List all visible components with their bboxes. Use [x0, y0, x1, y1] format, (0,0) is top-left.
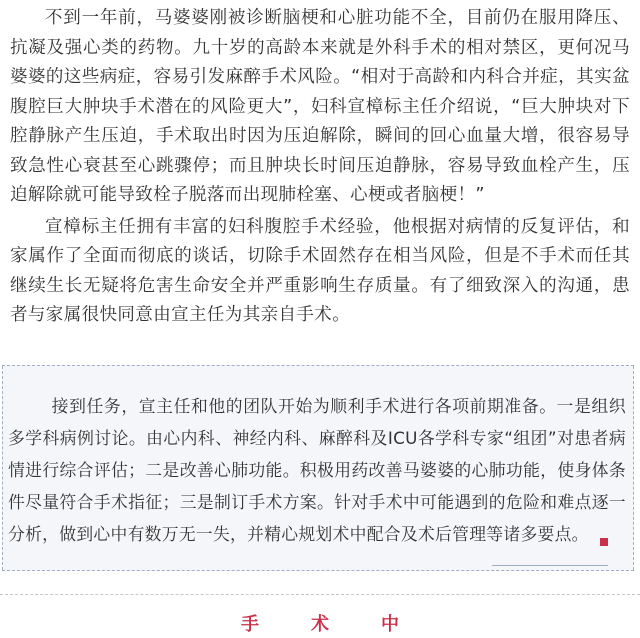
callout-underline	[492, 565, 608, 566]
callout-left-border	[2, 366, 3, 570]
callout-text: 接到任务，宣主任和他的团队开始为顺利手术进行各项前期准备。一是组织多学科病例讨论。由心内科、神经内科、麻醉科及ICU各学科专家“组团”对患者病情进行综合评估；二是改善心肺功能。积极用药改善马婆婆的心肺功能，使身体条件尽量符合手术指征；三是制订手术方案。针对手术中可能遇到的危险和难点逐一分析，做到心中有数万无一失，并精心规划术中配合及术后管理等诸多要点。	[8, 396, 626, 544]
article-paragraph: 不到一年前，马婆婆刚被诊断脑梗和心脏功能不全，目前仍在服用降压、抗凝及强心类的药物。九十岁的高龄本来就是外科手术的相对禁区，更何况马婆婆的这些病症，容易引发麻醉手术风险。“相对于高龄和内科合并症，其实盆腹腔巨大肿块手术潜在的风险更大”，妇科宣樟标主任介绍说，“巨大肿块对下腔静脉产生压迫，手术取出时因为压迫解除，瞬间的回心血量大增，很容易导致急性心衰甚至心跳骤停；而且肿块长时间压迫静脉，容易导致血栓产生，压迫解除就可能导致栓子脱落而出现肺栓塞、心梗或者脑梗！”	[10, 8, 630, 205]
section-heading-char: 手	[241, 614, 259, 635]
article-body	[10, 4, 630, 331]
callout-right-border	[633, 366, 634, 570]
callout-square-marker	[600, 538, 608, 546]
section-heading	[0, 612, 640, 638]
section-heading-char: 中	[381, 614, 399, 635]
callout-box	[2, 365, 634, 571]
section-heading-char: 术	[311, 614, 329, 635]
section-divider	[0, 594, 640, 596]
article-paragraph: 宣樟标主任拥有丰富的妇科腹腔手术经验，他根据对病情的反复评估，和家属作了全面而彻底的谈话，切除手术固然存在相当风险，但是不手术而任其继续生长无疑将危害生命安全并严重影响生存质量。有了细致深入的沟通，患者与家属很快同意由宣主任为其亲自手术。	[10, 216, 630, 325]
